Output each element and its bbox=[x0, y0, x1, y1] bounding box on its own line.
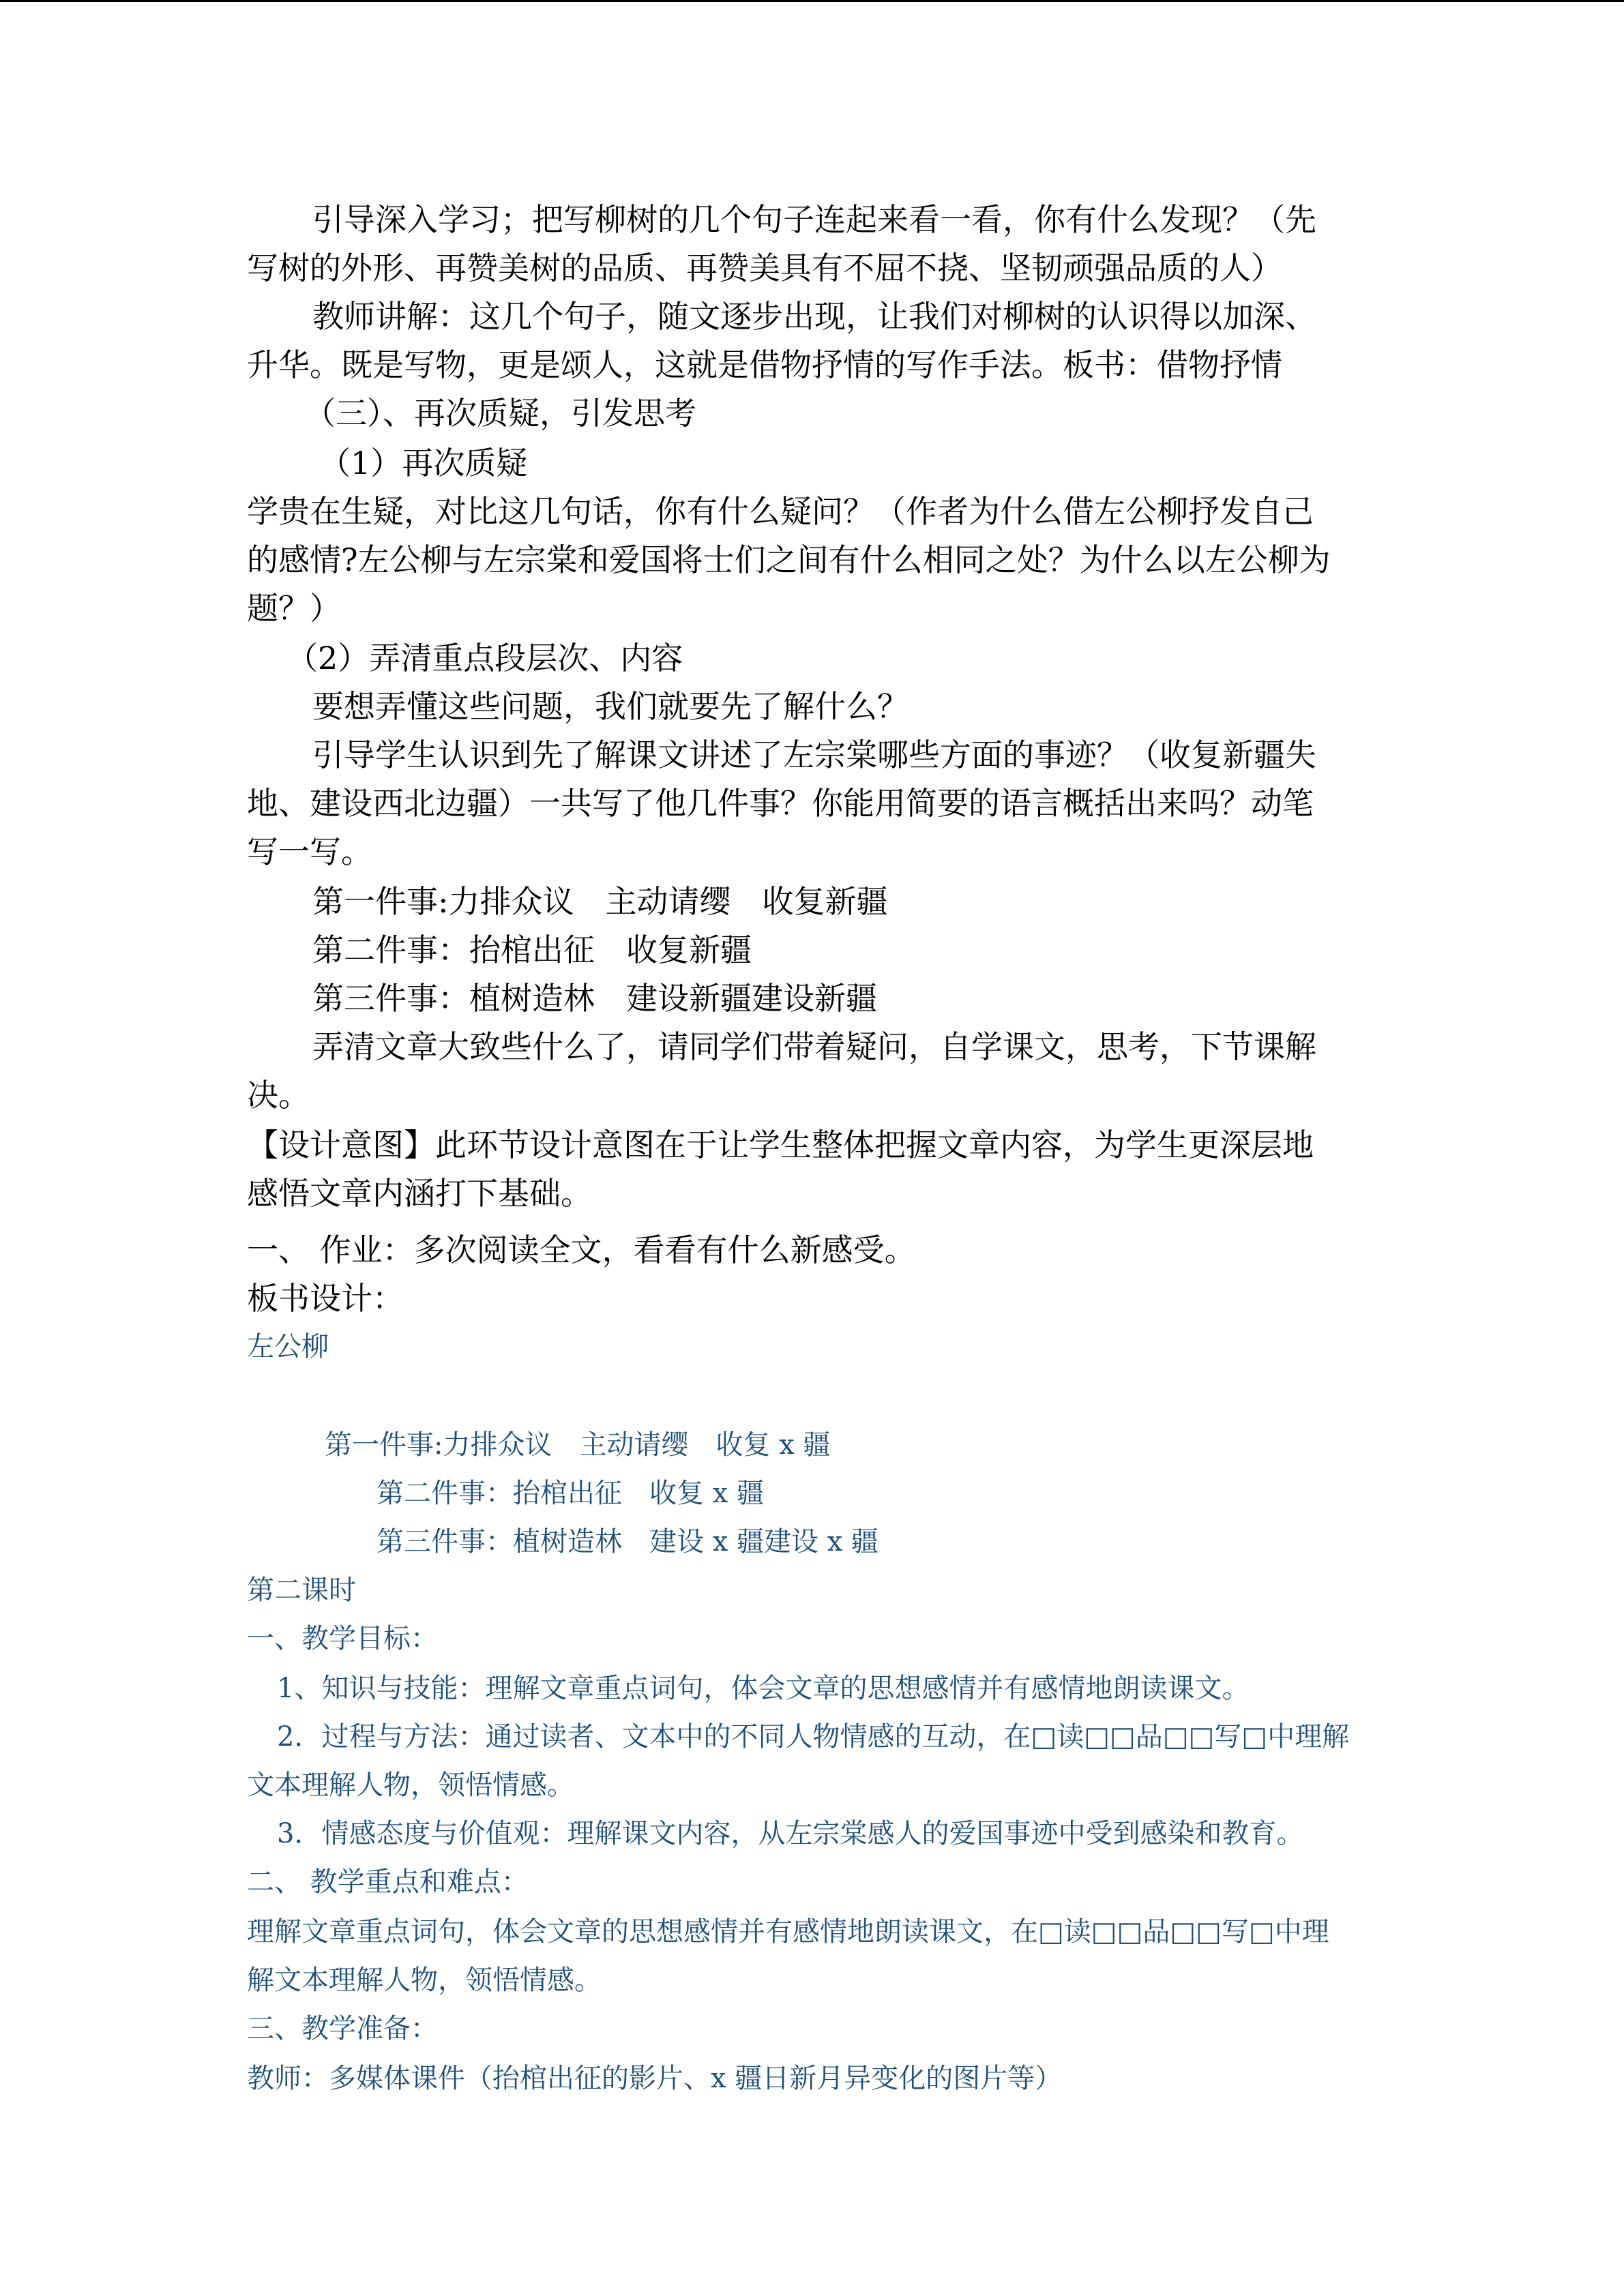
section-heading: 三、教学准备： bbox=[247, 2013, 438, 2044]
section-heading: 一、教学目标： bbox=[247, 1623, 438, 1654]
paragraph-line: 教师讲解：这几个句子，随文逐步出现，让我们对柳树的认识得以加深、 bbox=[312, 298, 1316, 335]
goal-item: 3．情感态度与价值观：理解课文内容，从左宗棠感人的爱国事迹中受到感染和教育。 bbox=[277, 1818, 1304, 1849]
section-heading: 二、 教学重点和难点： bbox=[247, 1866, 529, 1898]
top-border-rule bbox=[0, 0, 1624, 2]
paragraph-line: 升华。既是写物，更是颂人，这就是借物抒情的写作手法。板书：借物抒情 bbox=[247, 346, 1282, 383]
goal-item: 2．过程与方法：通过读者、文本中的不同人物情感的互动，在□读□□品□□写□中理解 bbox=[277, 1721, 1350, 1753]
paragraph-line: 引导学生认识到先了解课文讲述了左宗棠哪些方面的事迹？（收复新疆失 bbox=[312, 736, 1316, 773]
board-event-item: 第二件事：抬棺出征 收复 x 疆 bbox=[377, 1478, 764, 1509]
subsection-heading: （1）再次质疑 bbox=[319, 445, 528, 481]
board-event-item: 第一件事:力排众议 主动请缨 收复 x 疆 bbox=[325, 1429, 831, 1461]
paragraph-line: 写树的外形、再赞美树的品质、再赞美具有不屈不挠、坚韧顽强品质的人） bbox=[247, 250, 1282, 286]
key-point-line: 理解文章重点词句，体会文章的思想感情并有感情地朗读课文，在□读□□品□□写□中理 bbox=[247, 1916, 1329, 1948]
paragraph-line: 写一写。 bbox=[247, 833, 372, 870]
paragraph-line: 决。 bbox=[247, 1077, 310, 1114]
paragraph-line: 引导深入学习；把写柳树的几个句子连起来看一看，你有什么发现？（先 bbox=[312, 201, 1316, 238]
board-title: 左公柳 bbox=[247, 1331, 329, 1362]
paragraph-line: 的感情?左公柳与左宗棠和爱国将士们之间有什么相同之处？为什么以左公柳为 bbox=[247, 541, 1331, 578]
event-item: 第二件事：抬棺出征 收复新疆 bbox=[312, 931, 752, 968]
goal-item-continued: 文本理解人物，领悟情感。 bbox=[247, 1770, 574, 1801]
subsection-heading: （2）弄清重点段层次、内容 bbox=[286, 640, 683, 676]
paragraph-line: 地、建设西北边疆）一共写了他几件事？你能用简要的语言概括出来吗？动笔 bbox=[247, 785, 1314, 822]
homework-line: 一、 作业：多次阅读全文，看看有什么新感受。 bbox=[247, 1232, 916, 1268]
paragraph-line: 弄清文章大致些什么了，请同学们带着疑问，自学课文，思考，下节课解 bbox=[312, 1028, 1316, 1065]
section-heading: （三）、再次质疑，引发思考 bbox=[304, 395, 696, 432]
paragraph-line: 要想弄懂这些问题，我们就要先了解什么？ bbox=[312, 688, 909, 725]
design-intent-line: 【设计意图】此环节设计意图在于让学生整体把握文章内容，为学生更深层地 bbox=[247, 1127, 1314, 1163]
preparation-line: 教师：多媒体课件（抬棺出征的影片、x 疆日新月异变化的图片等） bbox=[247, 2063, 1063, 2094]
goal-item: 1、知识与技能：理解文章重点词句，体会文章的思想感情并有感情地朗读课文。 bbox=[277, 1673, 1250, 1704]
design-intent-line: 感悟文章内涵打下基础。 bbox=[247, 1175, 592, 1212]
paragraph-line: 题？） bbox=[247, 590, 341, 627]
lesson-heading: 第二课时 bbox=[247, 1575, 356, 1606]
key-point-line: 解文本理解人物，领悟情感。 bbox=[247, 1965, 602, 1996]
paragraph-line: 学贵在生疑，对比这几句话，你有什么疑问？（作者为什么借左公柳抒发自己 bbox=[247, 493, 1314, 530]
event-item: 第三件事：植树造林 建设新疆建设新疆 bbox=[312, 980, 877, 1017]
board-design-label: 板书设计： bbox=[247, 1280, 404, 1317]
board-event-item: 第三件事：植树造林 建设 x 疆建设 x 疆 bbox=[377, 1526, 879, 1557]
event-item: 第一件事:力排众议 主动请缨 收复新疆 bbox=[312, 883, 888, 920]
